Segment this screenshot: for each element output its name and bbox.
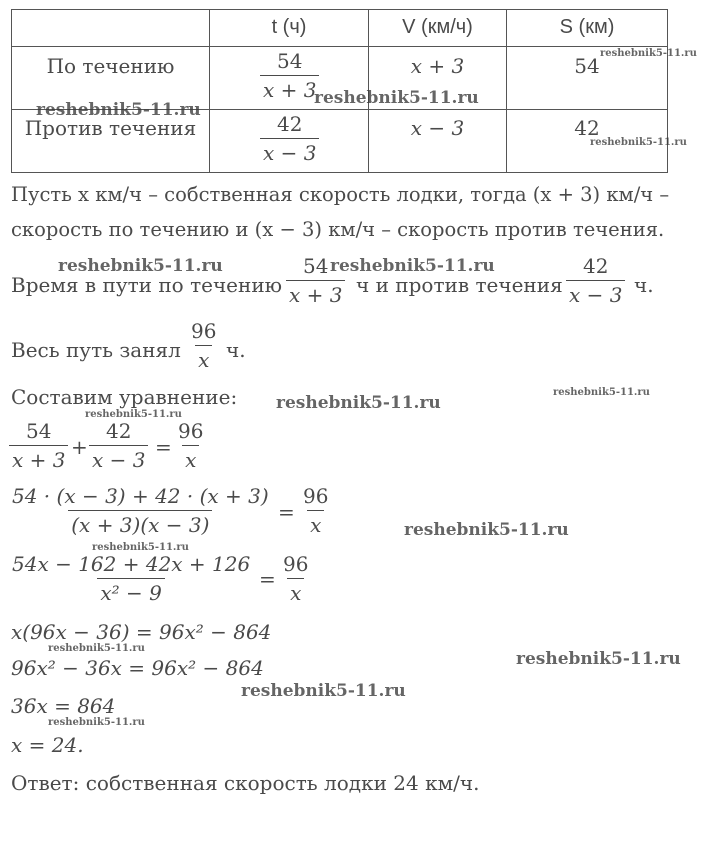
watermark: reshebnik5-11.ru <box>404 520 569 540</box>
eq2-right-fraction: $\frac{96}{x}$ <box>303 484 329 537</box>
eq2-equals: = <box>278 500 295 524</box>
watermark: reshebnik5-11.ru <box>600 48 697 59</box>
header-empty <box>12 10 210 47</box>
time-sentence-middle: ч и против течения <box>356 273 563 297</box>
watermark: reshebnik5-11.ru <box>92 542 189 553</box>
total-time-sentence: Весь путь занял <box>11 338 181 362</box>
paragraph-assumption-line1: Пусть x км/ч – собственная скорость лодки, тогда (x + 3) км/ч – <box>11 183 670 206</box>
row-label: По течению <box>12 47 210 110</box>
watermark: reshebnik5-11.ru <box>85 409 182 420</box>
header-t: t (ч) <box>210 10 369 47</box>
watermark: reshebnik5-11.ru <box>36 100 201 120</box>
row-speed: x − 3 <box>369 110 507 173</box>
time-sentence-start: Время в пути по течению <box>11 273 283 297</box>
time-fraction-upstream: $\frac{42}{x - 3}$ <box>566 256 625 305</box>
table-row <box>12 47 668 110</box>
eq3-right-fraction: $\frac{96}{x}$ <box>283 552 309 605</box>
data-table <box>11 9 668 173</box>
watermark: reshebnik5-11.ru <box>276 393 441 413</box>
watermark: reshebnik5-11.ru <box>590 137 687 148</box>
eq6: 36x = 864 <box>11 694 116 718</box>
time-sentence-end: ч. <box>634 273 654 297</box>
eq1-fraction-1: $\frac{54}{x + 3}$ <box>9 421 68 470</box>
watermark: reshebnik5-11.ru <box>553 387 650 398</box>
eq1-fraction-2: $\frac{42}{x - 3}$ <box>89 421 148 470</box>
time-fraction-downstream: $\frac{54}{x + 3}$ <box>286 256 345 305</box>
watermark: reshebnik5-11.ru <box>330 256 495 276</box>
watermark: reshebnik5-11.ru <box>516 649 681 669</box>
answer: Ответ: собственная скорость лодки 24 км/ч. <box>11 771 480 795</box>
row-distance: 42 <box>507 110 668 173</box>
watermark: reshebnik5-11.ru <box>48 717 145 728</box>
total-time-unit: ч. <box>226 338 246 362</box>
time-fraction: $\frac{42}{x - 3}$ <box>260 114 319 163</box>
row-label: Против течения <box>12 110 210 173</box>
eq4: x(96x − 36) = 96x² − 864 <box>11 620 272 644</box>
eq2-left-fraction: $\frac{54 \cdot (x - 3) + 42 \cdot (x + 3)}{(x + 3)(x - 3)}$ <box>12 484 269 537</box>
watermark: reshebnik5-11.ru <box>58 256 223 276</box>
eq1-fraction-3: $\frac{96}{x}$ <box>178 419 204 472</box>
total-time-fraction: $\frac{96}{x}$ <box>191 319 217 372</box>
eq3-equals: = <box>259 567 276 591</box>
equation-heading: Составим уравнение: <box>11 385 238 409</box>
watermark: reshebnik5-11.ru <box>241 681 406 701</box>
eq1-plus: + <box>71 435 88 459</box>
paragraph-assumption-line2: скорость по течению и (x − 3) км/ч – скорость против течения. <box>11 218 665 241</box>
watermark: reshebnik5-11.ru <box>314 88 479 108</box>
row-time <box>210 47 369 110</box>
header-s: S (км) <box>507 10 668 47</box>
row-time <box>210 110 369 173</box>
eq1-equals: = <box>155 435 172 459</box>
row-distance: 54 <box>507 47 668 110</box>
eq5: 96x² − 36x = 96x² − 864 <box>11 656 264 680</box>
header-v: V (км/ч) <box>369 10 507 47</box>
time-fraction: $\frac{54}{x + 3}$ <box>260 51 319 100</box>
watermark: reshebnik5-11.ru <box>48 643 145 654</box>
table-row <box>12 110 668 173</box>
eq7: x = 24. <box>11 733 84 757</box>
eq3-left-fraction: $\frac{54x - 162 + 42x + 126}{\text{x² − 9}}$ <box>12 552 251 605</box>
row-speed: x + 3 <box>369 47 507 110</box>
